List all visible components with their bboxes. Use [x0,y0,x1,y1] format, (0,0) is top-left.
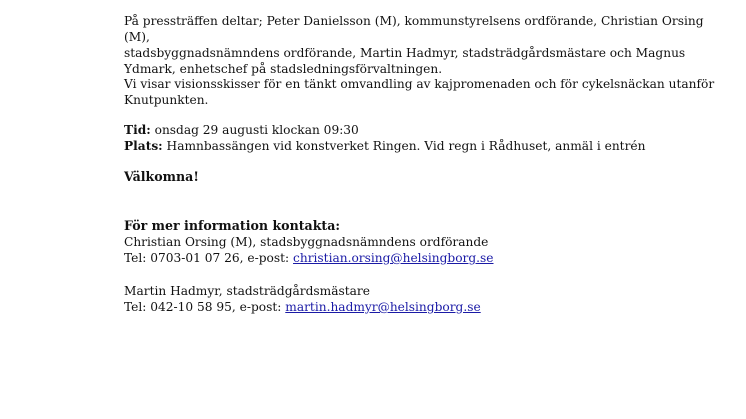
vision-line-1: Vi visar visionsskisser för en tänkt omvandling av kajpromenaden och för cykelsnäckan utanför [124,77,715,91]
intro-line-1: På pressträffen deltar; Peter Danielsson (M), kommunstyrelsens ordförande, Christian Orsing (M), [124,14,704,44]
contact-1-tel [124,250,724,266]
contact-1-tel-prefix: Tel: 0703-01 07 26, e-post: [124,251,294,265]
contact-2 [124,283,724,315]
contact-1-email-link[interactable]: christian.orsing@helsingborg.se [293,251,494,265]
intro-paragraph [124,13,724,77]
contact-2-tel-prefix: Tel: 042-10 58 95, e-post: [124,300,286,314]
intro-line-2: stadsbyggnadsnämndens ordförande, Martin Hadmyr, stadsträdgårdsmästare och Magnus [124,46,686,60]
contact-section [124,218,724,266]
contact-heading: För mer information kontakta: [124,218,341,233]
time-label: Tid: [124,123,151,137]
time-value: onsdag 29 augusti klockan 09:30 [150,123,359,137]
vision-line-2: Knutpunkten. [124,93,209,107]
contact-2-email-link[interactable]: martin.hadmyr@helsingborg.se [285,300,481,314]
place-label: Plats: [124,139,163,153]
event-time [124,122,724,138]
contact-2-tel [124,299,724,315]
event-details [124,122,724,154]
contact-1-name: Christian Orsing (M), stadsbyggnadsnämndens ordförande [124,235,489,249]
place-value: Hamnbassängen vid konstverket Ringen. Vid regn i Rådhuset, anmäl i entrén [162,139,646,153]
event-place [124,138,724,154]
contact-2-name: Martin Hadmyr, stadsträdgårdsmästare [124,284,370,298]
welcome-text: Välkomna! [124,169,199,184]
intro-line-3: Ydmark, enhetschef på stadsledningsförvaltningen. [124,62,443,76]
vision-paragraph [124,76,724,108]
